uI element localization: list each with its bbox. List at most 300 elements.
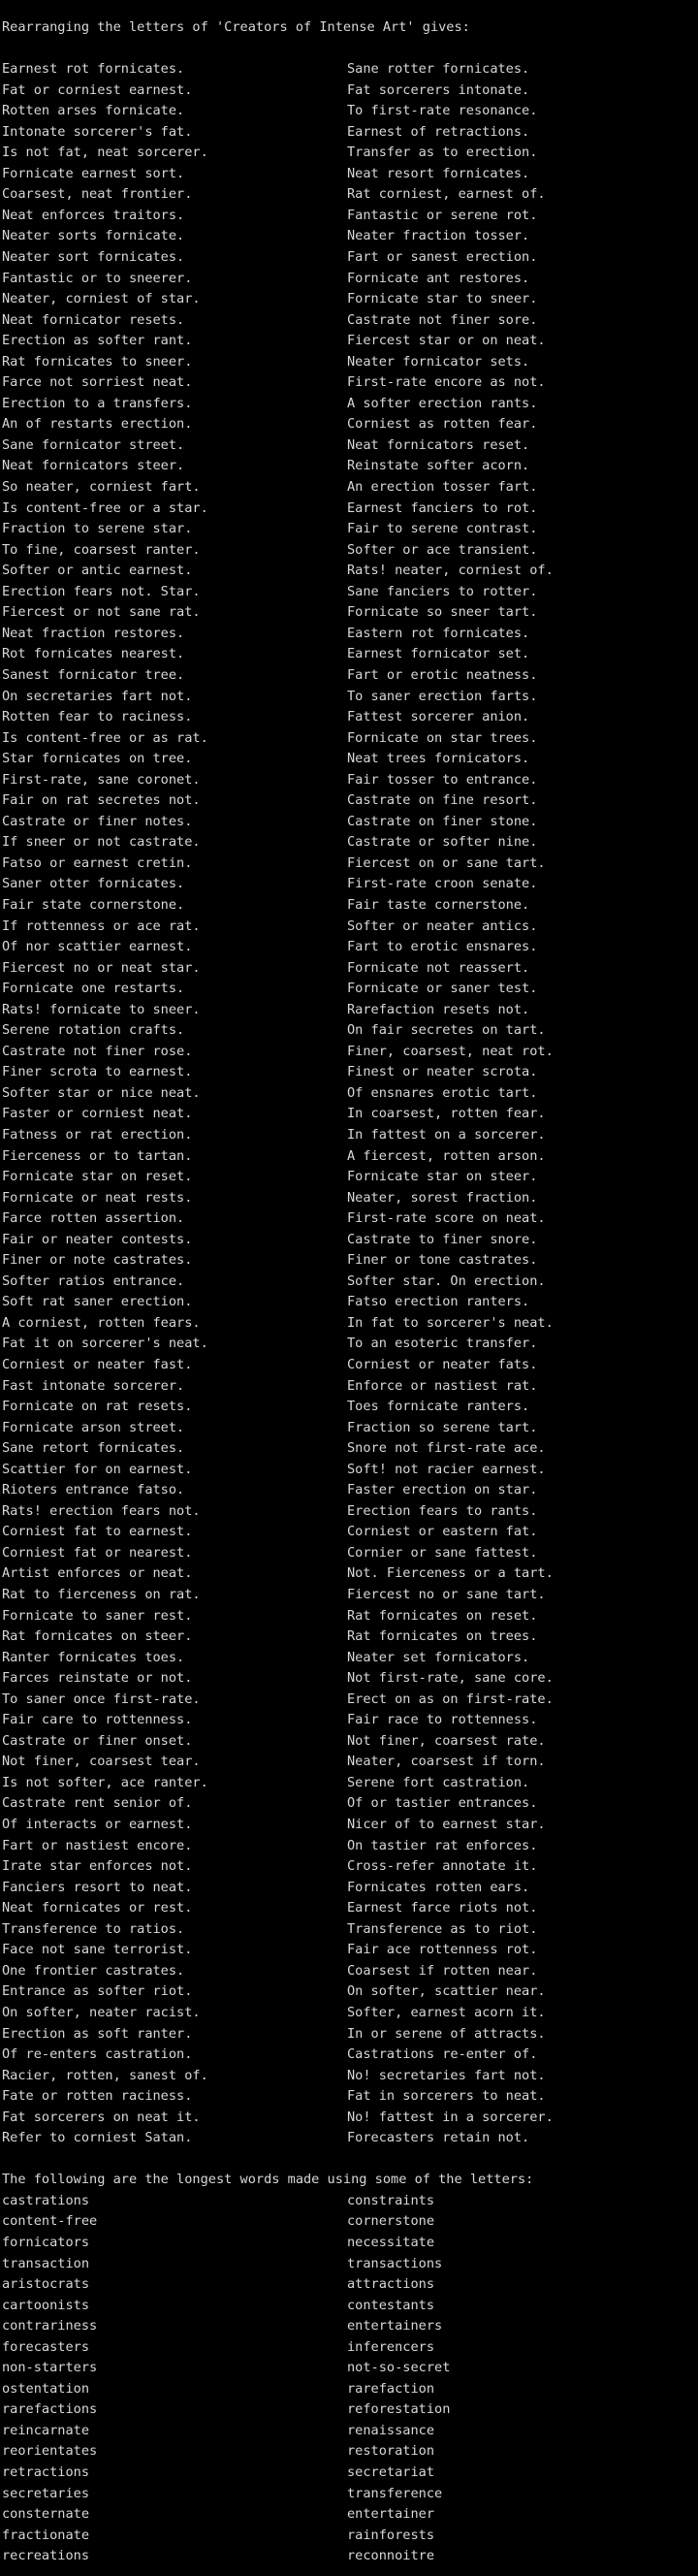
anagram-row-left: Fornicate on rat resets.: [2, 1399, 193, 1415]
anagram-row-left: Castrate rent senior of.: [2, 1795, 193, 1812]
anagram-row-right: On fair secretes on tart.: [347, 1022, 546, 1039]
anagram-row-left: Fair or neater contests.: [2, 1231, 193, 1247]
anagram-row-right: Neat resort fornicates.: [347, 165, 530, 181]
anagram-row-right: Snore not first-rate ace.: [347, 1440, 546, 1457]
anagram-row-right: Neat fornicators reset.: [347, 436, 530, 453]
anagram-row-right: Not first-rate, sane core.: [347, 1670, 554, 1687]
anagram-row-right: Fat sorcerers intonate.: [347, 81, 530, 98]
anagram-row-right: Castrate on finer stone.: [347, 813, 538, 829]
anagram-row-right: Fornicate star to sneer.: [347, 291, 538, 307]
word-row-left: consternate: [2, 2506, 90, 2523]
anagram-row: [0, 394, 698, 415]
anagram-row-left: Neat fornicator resets.: [2, 311, 185, 328]
anagram-row-right: Fornicate star on steer.: [347, 1169, 538, 1185]
anagram-row-right: Transfer as to erection.: [347, 145, 538, 161]
anagram-row-right: Erection fears to rants.: [347, 1502, 538, 1519]
anagram-row-left: Castrate or finer notes.: [2, 813, 193, 829]
anagram-row-left: Fornicate one restarts.: [2, 981, 185, 997]
anagram-row-left: Rats! erection fears not.: [2, 1502, 201, 1519]
anagram-row-right: First-rate croon senate.: [347, 876, 538, 892]
word-row-left: fractionate: [2, 2527, 90, 2543]
anagram-row: [0, 832, 698, 853]
anagram-row-left: Farce not sorriest neat.: [2, 374, 193, 391]
word-row: [0, 2484, 698, 2505]
anagram-row: [0, 1961, 698, 1982]
anagram-row: [0, 644, 698, 665]
anagram-row-right: Not. Fierceness or a tart.: [347, 1565, 554, 1582]
anagram-row-left: If rottenness or ace rat.: [2, 918, 201, 934]
anagram-row-left: Fanciers resort to neat.: [2, 1879, 193, 1895]
anagram-row-left: On secretaries fart not.: [2, 688, 193, 704]
anagram-row-left: An of restarts erection.: [2, 416, 193, 433]
anagram-row-right: Rat corniest, earnest of.: [347, 186, 546, 203]
anagram-row: [0, 59, 698, 80]
anagram-row-left: Earnest rot fornicates.: [2, 61, 185, 78]
anagram-row: [0, 143, 698, 164]
anagram-row-right: Sane fanciers to rotter.: [347, 583, 538, 599]
anagram-row: [0, 1690, 698, 1711]
anagram-row: [0, 1919, 698, 1941]
anagram-row-right: Castrations re-enter of.: [347, 2046, 538, 2063]
anagram-row-left: Artist enforces or neat.: [2, 1565, 193, 1582]
anagram-row-left: Erection as soft ranter.: [2, 2025, 193, 2042]
word-row: [0, 2191, 698, 2212]
anagram-row-right: Fair ace rottenness rot.: [347, 1942, 538, 1958]
anagram-row-left: Fraction to serene star.: [2, 521, 193, 537]
anagram-row: [0, 1188, 698, 1209]
anagram-row-right: Corniest as rotten fear.: [347, 416, 538, 433]
anagram-row-right: Cornier or sane fattest.: [347, 1544, 538, 1561]
anagram-row-left: Rotten fear to raciness.: [2, 709, 193, 725]
anagram-row-right: In fattest on a sorcerer.: [347, 1126, 546, 1143]
anagram-row-right: Fair taste cornerstone.: [347, 896, 530, 913]
anagram-row-right: Transference as to riot.: [347, 1920, 538, 1937]
anagram-row-right: Fornicate so sneer tart.: [347, 604, 538, 621]
anagram-row-left: Irate star enforces not.: [2, 1858, 193, 1875]
word-row-left: aristocrats: [2, 2276, 90, 2293]
anagram-row-right: On tastier rat enforces.: [347, 1837, 538, 1853]
anagram-row: [0, 2066, 698, 2087]
anagram-row-left: Fantastic or to sneerer.: [2, 270, 193, 286]
anagram-row-right: To saner erection farts.: [347, 688, 538, 704]
anagram-row: [0, 1773, 698, 1794]
anagram-row: [0, 1480, 698, 1501]
anagram-row-right: Softer or neater antics.: [347, 918, 538, 934]
anagram-row-right: Earnest fanciers to rot.: [347, 499, 538, 516]
anagram-row-right: Sane rotter fornicates.: [347, 61, 530, 78]
anagram-row-left: Intonate sorcerer's fat.: [2, 123, 193, 140]
anagram-row-left: Fornicate earnest sort.: [2, 165, 185, 181]
anagram-row-right: Forecasters retain not.: [347, 2130, 530, 2146]
anagram-row-left: Is content-free or a star.: [2, 499, 208, 516]
word-row: [0, 2296, 698, 2317]
anagram-row: [0, 812, 698, 833]
anagram-row-right: Neat trees fornicators.: [347, 751, 530, 767]
anagram-row: [0, 414, 698, 435]
word-row: [0, 2254, 698, 2275]
anagram-row-right: Of or tastier entrances.: [347, 1795, 538, 1812]
anagram-row-left: Rats! fornicate to sneer.: [2, 1001, 201, 1017]
anagram-row-left: Fair on rat secretes not.: [2, 792, 201, 809]
anagram-row-left: Rioters entrance fatso.: [2, 1482, 185, 1498]
word-row-right: transference: [347, 2485, 443, 2501]
anagram-row-left: One frontier castrates.: [2, 1962, 185, 1979]
word-row-left: transaction: [2, 2255, 90, 2271]
anagram-row-left: Transference to ratios.: [2, 1920, 185, 1937]
anagram-row-right: Finer, coarsest, neat rot.: [347, 1043, 554, 1059]
anagram-row-left: Fat or corniest earnest.: [2, 81, 193, 98]
anagram-row: [0, 1397, 698, 1418]
anagram-row-left: Fiercest no or neat star.: [2, 959, 201, 976]
anagram-row: [0, 1146, 698, 1168]
anagram-row: [0, 226, 698, 247]
word-row-left: castrations: [2, 2192, 90, 2208]
anagram-row: [0, 164, 698, 185]
anagram-row: [0, 1083, 698, 1105]
anagram-row-right: Coarsest if rotten near.: [347, 1962, 538, 1979]
anagram-row-left: Fast intonate sorcerer.: [2, 1377, 185, 1394]
anagram-row: [0, 540, 698, 562]
anagram-row: [0, 2128, 698, 2149]
anagram-row-right: Neater fraction tosser.: [347, 228, 530, 244]
anagram-row: [0, 958, 698, 980]
anagram-row-left: Sanest fornicator tree.: [2, 666, 185, 683]
anagram-row-right: In fat to sorcerer's neat.: [347, 1314, 554, 1331]
word-list: [0, 2191, 698, 2567]
anagram-row-right: Fatso erection ranters.: [347, 1294, 530, 1310]
anagram-row-right: Cross-refer annotate it.: [347, 1858, 538, 1875]
anagram-row-right: A softer erection rants.: [347, 395, 538, 411]
anagram-row: [0, 372, 698, 394]
anagram-row-right: To an esoteric transfer.: [347, 1336, 538, 1352]
anagram-row: [0, 435, 698, 457]
word-row: [0, 2399, 698, 2421]
anagram-row: [0, 602, 698, 624]
anagram-row: [0, 269, 698, 290]
anagram-row-left: Fornicate arson street.: [2, 1419, 185, 1435]
word-row: [0, 2274, 698, 2296]
anagram-row-left: Fair care to rottenness.: [2, 1712, 193, 1728]
anagram-row-left: Soft rat saner erection.: [2, 1294, 193, 1310]
anagram-row-left: Fornicate to saner rest.: [2, 1607, 193, 1624]
word-row-right: inferencers: [347, 2338, 435, 2355]
word-row: [0, 2316, 698, 2337]
anagram-list: [0, 59, 698, 2149]
anagram-row-left: Fart or nastiest encore.: [2, 1837, 193, 1853]
word-row: [0, 2358, 698, 2379]
anagram-row-right: In coarsest, rotten fear.: [347, 1106, 546, 1122]
anagram-row-left: Fornicate star on reset.: [2, 1169, 193, 1185]
anagram-row: [0, 707, 698, 728]
anagram-row: [0, 1940, 698, 1961]
anagram-row-left: Star fornicates on tree.: [2, 751, 193, 767]
anagram-row: [0, 477, 698, 499]
anagram-row-left: Castrate not finer rose.: [2, 1043, 193, 1059]
anagram-row-right: Fornicate or saner test.: [347, 981, 538, 997]
anagram-row-right: Neater, coarsest if torn.: [347, 1754, 546, 1770]
anagram-row-left: To fine, coarsest ranter.: [2, 541, 201, 558]
anagram-row: [0, 352, 698, 373]
anagram-row: [0, 1000, 698, 1021]
anagram-row: [0, 1878, 698, 1899]
anagram-row: [0, 1752, 698, 1773]
word-row-left: cartoonists: [2, 2297, 90, 2313]
word-row: [0, 2421, 698, 2442]
word-row-right: contestants: [347, 2297, 435, 2313]
anagram-row-left: Entrance as softer riot.: [2, 1983, 193, 2000]
anagram-row: [0, 456, 698, 477]
anagram-row-left: Faster or corniest neat.: [2, 1106, 193, 1122]
word-row: [0, 2546, 698, 2567]
anagram-row-left: Fatness or rat erection.: [2, 1126, 193, 1143]
anagram-row: [0, 2003, 698, 2024]
anagram-row: [0, 1898, 698, 1919]
anagram-row-right: Nicer of to earnest star.: [347, 1817, 546, 1833]
anagram-row: [0, 1230, 698, 1251]
anagram-row-left: Finer or note castrates.: [2, 1252, 193, 1269]
anagram-row: [0, 1250, 698, 1272]
anagram-row: [0, 184, 698, 206]
anagram-row: [0, 917, 698, 938]
anagram-row: [0, 1626, 698, 1648]
word-row-left: recreations: [2, 2548, 90, 2564]
anagram-row-left: Rat to fierceness on rat.: [2, 1587, 201, 1603]
anagram-row-left: Fate or rotten raciness.: [2, 2088, 193, 2105]
anagram-row-right: A fiercest, rotten arson.: [347, 1147, 546, 1164]
anagram-row-right: Castrate to finer snore.: [347, 1231, 538, 1247]
anagram-row-left: So neater, corniest fart.: [2, 479, 201, 496]
anagram-row: [0, 1793, 698, 1815]
anagram-row: [0, 1062, 698, 1083]
blank-line: [0, 2149, 698, 2171]
anagram-row-left: Is not softer, ace ranter.: [2, 1774, 208, 1790]
anagram-row-left: Refer to corniest Satan.: [2, 2130, 193, 2146]
anagram-row-right: Softer, earnest acorn it.: [347, 2004, 546, 2020]
anagram-row: [0, 582, 698, 603]
anagram-row-right: Fiercest no or sane tart.: [347, 1587, 546, 1603]
anagram-row: [0, 937, 698, 958]
anagram-row-right: No! fattest in a sorcerer.: [347, 2109, 554, 2125]
anagram-row: [0, 1376, 698, 1398]
anagram-row-left: Not finer, coarsest tear.: [2, 1754, 201, 1770]
anagram-row: [0, 665, 698, 687]
anagram-row-right: Fantastic or serene rot.: [347, 207, 538, 223]
anagram-row-right: Fattest sorcerer anion.: [347, 709, 530, 725]
anagram-row-right: First-rate encore as not.: [347, 374, 546, 391]
anagram-row-left: Of re-enters castration.: [2, 2046, 193, 2063]
word-row-right: necessitate: [347, 2234, 435, 2250]
word-row: [0, 2441, 698, 2463]
anagram-row: [0, 1522, 698, 1543]
word-row-right: transactions: [347, 2255, 443, 2271]
anagram-row-left: Face not sane terrorist.: [2, 1942, 193, 1958]
anagram-row-left: Fat it on sorcerer's neat.: [2, 1336, 208, 1352]
anagram-row-right: First-rate score on neat.: [347, 1210, 546, 1227]
anagram-row: [0, 1208, 698, 1230]
anagram-row-left: Softer star or nice neat.: [2, 1084, 201, 1101]
anagram-row: [0, 1543, 698, 1564]
anagram-row-left: Fierceness or to tartan.: [2, 1147, 193, 1164]
anagram-row-left: Neater, corniest of star.: [2, 291, 201, 307]
anagram-row: [0, 1606, 698, 1627]
anagram-row-left: Racier, rotten, sanest of.: [2, 2067, 208, 2083]
anagram-row-left: Corniest or neater fast.: [2, 1357, 193, 1372]
anagram-row-left: Ranter fornicates toes.: [2, 1649, 185, 1665]
anagram-row: [0, 1731, 698, 1753]
anagram-row: [0, 1272, 698, 1293]
anagram-row: [0, 1104, 698, 1125]
anagram-row-left: Sane retort fornicates.: [2, 1440, 185, 1457]
anagram-row-left: Neat enforces traitors.: [2, 207, 185, 223]
word-row-left: retractions: [2, 2463, 90, 2480]
anagram-row-left: A corniest, rotten fears.: [2, 1314, 201, 1331]
anagram-row: [0, 1020, 698, 1042]
anagram-row-right: To first-rate resonance.: [347, 103, 538, 119]
anagram-row-left: Neat fornicates or rest.: [2, 1900, 193, 1916]
anagram-row: [0, 790, 698, 812]
anagram-row: [0, 1981, 698, 2003]
anagram-row: [0, 1856, 698, 1878]
anagram-row-right: Rat fornicates on reset.: [347, 1607, 538, 1624]
word-row-right: entertainers: [347, 2318, 443, 2334]
anagram-row-right: Serene fort castration.: [347, 1774, 530, 1790]
anagram-row: [0, 289, 698, 310]
anagram-row-right: Castrate on fine resort.: [347, 792, 538, 809]
word-row: [0, 2233, 698, 2254]
anagram-row-left: Neat fornicators steer.: [2, 458, 185, 474]
anagram-row-left: Rat fornicates on steer.: [2, 1628, 193, 1645]
word-row-right: renaissance: [347, 2422, 435, 2438]
word-row-left: fornicators: [2, 2234, 90, 2250]
anagram-row: [0, 519, 698, 540]
anagram-row-right: Fornicates rotten ears.: [347, 1879, 530, 1895]
anagram-row: [0, 206, 698, 227]
word-row: [0, 2526, 698, 2547]
anagram-row: [0, 331, 698, 352]
anagram-row-left: If sneer or not castrate.: [2, 834, 201, 851]
word-row-left: ostentation: [2, 2380, 90, 2397]
anagram-row: [0, 1292, 698, 1313]
anagram-row-left: Softer or antic earnest.: [2, 563, 193, 579]
anagram-row-right: An erection tosser fart.: [347, 479, 538, 496]
anagram-row-right: Fart or sanest erection.: [347, 249, 538, 266]
word-row-left: contrariness: [2, 2318, 98, 2334]
anagram-row: [0, 687, 698, 708]
anagram-row-right: Earnest fornicator set.: [347, 646, 530, 662]
word-row-right: attractions: [347, 2276, 435, 2293]
blank-line: [0, 39, 698, 60]
anagram-row: [0, 2108, 698, 2129]
anagram-row-left: Erection as softer rant.: [2, 333, 193, 349]
anagram-row-right: Fraction so serene tart.: [347, 1419, 538, 1435]
anagram-row-right: Not finer, coarsest rate.: [347, 1732, 546, 1749]
word-row-right: secretariat: [347, 2463, 435, 2480]
anagram-row-left: Fat sorcerers on neat it.: [2, 2109, 201, 2125]
anagram-row-right: Corniest or neater fats.: [347, 1357, 538, 1372]
anagram-row: [0, 1418, 698, 1439]
word-row: [0, 2504, 698, 2526]
anagram-row-right: Castrate not finer sore.: [347, 311, 538, 328]
anagram-row-right: Fart to erotic ensnares.: [347, 939, 538, 955]
anagram-row-left: Of nor scattier earnest.: [2, 939, 193, 955]
words-heading: The following are the longest words made using some of the letters:: [2, 2172, 534, 2188]
anagram-row: [0, 874, 698, 895]
word-row-left: forecasters: [2, 2338, 90, 2355]
word-row: [0, 2211, 698, 2233]
anagram-row: [0, 2045, 698, 2066]
anagram-row: [0, 1313, 698, 1335]
anagram-row-left: Neater sort fornicates.: [2, 249, 185, 266]
anagram-row-right: On softer, scattier near.: [347, 1983, 546, 2000]
anagram-row-right: Castrate or softer nine.: [347, 834, 538, 851]
anagram-row-left: Erection to a transfers.: [2, 395, 193, 411]
anagram-row-right: Rat fornicates on trees.: [347, 1628, 538, 1645]
word-row-right: rainforests: [347, 2527, 435, 2543]
anagram-row: [0, 310, 698, 332]
anagram-row: [0, 728, 698, 750]
anagram-row-left: Softer ratios entrance.: [2, 1272, 185, 1289]
anagram-row-left: Neat fraction restores.: [2, 625, 185, 641]
anagram-row: [0, 1710, 698, 1731]
anagram-row: [0, 1815, 698, 1836]
anagram-row-right: Fiercest star or on neat.: [347, 333, 546, 349]
anagram-row-left: Neater sorts fornicate.: [2, 228, 185, 244]
anagram-row-right: Earnest farce riots not.: [347, 1900, 538, 1916]
word-row-right: not-so-secret: [347, 2360, 451, 2376]
word-row-right: entertainer: [347, 2506, 435, 2523]
anagram-row: [0, 1585, 698, 1606]
anagram-row: [0, 895, 698, 917]
anagram-row: [0, 1836, 698, 1857]
anagram-row: [0, 80, 698, 102]
anagram-row: [0, 979, 698, 1000]
anagram-row: [0, 1501, 698, 1523]
word-row-left: rarefactions: [2, 2401, 98, 2418]
anagram-row-left: Rotten arses fornicate.: [2, 103, 185, 119]
anagram-row: [0, 1125, 698, 1146]
word-row-left: secretaries: [2, 2485, 90, 2501]
anagram-row-right: Rarefaction resets not.: [347, 1001, 530, 1017]
word-row-left: content-free: [2, 2213, 98, 2230]
anagram-row: [0, 101, 698, 122]
word-row-right: reforestation: [347, 2401, 451, 2418]
anagram-row-right: Of ensnares erotic tart.: [347, 1084, 538, 1101]
anagram-row: [0, 499, 698, 520]
anagram-row: [0, 853, 698, 875]
anagram-row-right: Fat in sorcerers to neat.: [347, 2088, 546, 2105]
anagram-row-right: Fart or erotic neatness.: [347, 666, 538, 683]
anagram-row-right: Erect on as on first-rate.: [347, 1690, 554, 1707]
anagram-row: [0, 2086, 698, 2108]
anagram-row-right: Rats! neater, corniest of.: [347, 563, 554, 579]
anagram-row-right: Soft! not racier earnest.: [347, 1461, 546, 1477]
word-row-right: restoration: [347, 2443, 435, 2460]
anagram-row-right: Fair tosser to entrance.: [347, 771, 538, 788]
word-row-left: reincarnate: [2, 2422, 90, 2438]
anagram-row-left: First-rate, sane coronet.: [2, 771, 201, 788]
anagram-row-right: Toes fornicate ranters.: [347, 1399, 530, 1415]
anagram-row-left: Is not fat, neat sorcerer.: [2, 145, 208, 161]
anagram-row-left: Rot fornicates nearest.: [2, 646, 185, 662]
anagram-row-right: Fair race to rottenness.: [347, 1712, 538, 1728]
anagram-row-left: Corniest fat or nearest.: [2, 1544, 193, 1561]
anagram-row: [0, 1438, 698, 1460]
anagram-row-left: Castrate or finer onset.: [2, 1732, 193, 1749]
anagram-row-right: Finest or neater scrota.: [347, 1064, 538, 1080]
anagram-row-left: Farce rotten assertion.: [2, 1210, 185, 1227]
anagram-row-right: Earnest of retractions.: [347, 123, 530, 140]
anagram-row-right: Neater set fornicators.: [347, 1649, 530, 1665]
